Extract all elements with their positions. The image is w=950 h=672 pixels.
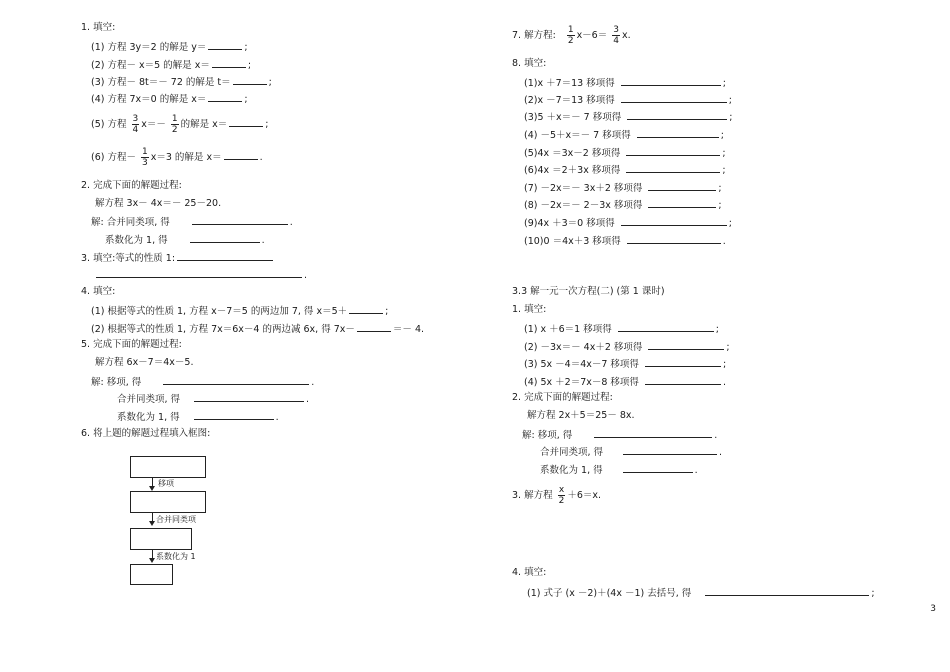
fraction: $\frac{1}{2}$ (567, 25, 574, 46)
answer-blank[interactable] (626, 146, 720, 156)
answer-blank[interactable] (621, 76, 721, 86)
flowchart-box-2[interactable] (130, 491, 206, 513)
q3-title: 3. 填空:等式的性质 1: (81, 251, 275, 265)
answer-blank[interactable] (163, 375, 309, 385)
answer-blank[interactable] (194, 392, 304, 402)
s1-item-4: (4) 5x ＋2＝7x－8 移项得 . (524, 377, 726, 388)
answer-blank[interactable] (648, 181, 716, 191)
answer-blank[interactable] (648, 340, 724, 350)
q6-title: 6. 将上题的解题过程填入框图: (81, 428, 211, 439)
s3-line: 3. 解方程 $\frac{x}{2}$ ＋6＝x. (512, 485, 602, 506)
answer-blank[interactable] (224, 150, 258, 160)
flow-label-3: 系数化为 1 (156, 552, 196, 561)
arrow-down-icon (149, 521, 155, 526)
page-number: 3 (930, 604, 936, 614)
answer-blank[interactable] (623, 463, 693, 473)
answer-blank[interactable] (349, 304, 383, 314)
q8-item-5: (5)4x ＝3x－2 移项得 ; (524, 148, 726, 159)
answer-blank[interactable] (627, 110, 727, 120)
q1-item-5: (5) 方程 $\frac{3}{4}$ x＝－ $\frac{1}{2}$ 的解是 x＝ ; (91, 114, 269, 135)
answer-blank[interactable] (229, 117, 263, 127)
arrow-down-icon (149, 558, 155, 563)
fraction: $\frac{x}{2}$ (558, 485, 565, 506)
q2-title: 2. 完成下面的解题过程: (81, 180, 182, 191)
s2-step-2: 合并同类项, 得 . (540, 447, 723, 458)
answer-blank[interactable] (357, 322, 391, 332)
q8-item-8: (8) －2x＝－ 2－3x 移项得 ; (524, 200, 722, 211)
q1-item-1: (1) 方程 3y＝2 的解是 y＝ ; (91, 42, 248, 53)
flowchart-box-3[interactable] (130, 528, 192, 550)
q8-item-4: (4) －5＋x＝－ 7 移项得 ; (524, 130, 724, 141)
q1-item-6: (6) 方程－ $\frac{1}{3}$ x＝3 的解是 x＝ . (91, 147, 263, 168)
q8-item-7: (7) －2x＝－ 3x＋2 移项得 ; (524, 183, 722, 194)
answer-blank[interactable] (645, 357, 721, 367)
flow-label-2: 合并同类项 (156, 515, 196, 524)
s1-item-1: (1) x ＋6＝1 移项得 ; (524, 324, 719, 335)
answer-blank[interactable] (208, 40, 242, 50)
fraction: $\frac{3}{4}$ (613, 25, 619, 46)
arrow-down (152, 512, 153, 521)
q3-line-2: . (94, 268, 307, 282)
s2-equation: 解方程 2x＋5＝25－ 8x. (527, 410, 635, 421)
q8-item-1: (1)x ＋7＝13 移项得 ; (524, 78, 726, 89)
q2-equation: 解方程 3x－ 4x＝－ 25－20. (95, 198, 222, 209)
flow-label-1: 移项 (158, 479, 174, 488)
answer-blank[interactable] (645, 375, 721, 385)
q8-item-3: (3)5 ＋x＝－ 7 移项得 ; (524, 112, 733, 123)
arrow-down (152, 477, 153, 486)
fraction: $\frac{1}{3}$ (142, 147, 148, 168)
q1-title: 1. 填空: (81, 22, 116, 33)
flowchart-box-4[interactable] (130, 564, 173, 585)
s2-title: 2. 完成下面的解题过程: (512, 392, 613, 403)
arrow-down (152, 549, 153, 558)
answer-blank[interactable] (594, 428, 712, 438)
answer-blank[interactable] (705, 586, 869, 596)
q1-item-2: (2) 方程－ x＝5 的解是 x＝ ; (91, 60, 252, 71)
s4-item-1: (1) 式子 (x －2)＋(4x －1) 去括号, 得 ; (527, 588, 875, 599)
q5-step-2: 合并同类项, 得 . (117, 394, 310, 405)
flowchart-box-1[interactable] (130, 456, 206, 478)
q2-step-1: 解: 合并同类项, 得 . (91, 217, 293, 228)
q8-item-10: (10)0 ＝4x＋3 移项得 . (524, 236, 726, 247)
q2-step-2: 系数化为 1, 得 . (105, 235, 265, 246)
fraction: $\frac{1}{2}$ (171, 114, 178, 135)
answer-blank[interactable] (623, 445, 717, 455)
answer-blank[interactable] (208, 92, 242, 102)
s1-item-3: (3) 5x －4＝4x－7 移项得 ; (524, 359, 727, 370)
answer-blank[interactable] (637, 128, 719, 138)
answer-blank[interactable] (194, 410, 274, 420)
answer-blank[interactable] (96, 268, 302, 278)
answer-blank[interactable] (212, 58, 246, 68)
q8-item-9: (9)4x ＋3＝0 移项得 ; (524, 218, 732, 229)
answer-blank[interactable] (621, 216, 727, 226)
answer-blank[interactable] (627, 234, 721, 244)
q5-title: 5. 完成下面的解题过程: (81, 339, 182, 350)
q8-title: 8. 填空: (512, 58, 547, 69)
answer-blank[interactable] (190, 233, 260, 243)
q4-item-2: (2) 根据等式的性质 1, 方程 7x＝6x－4 的两边减 6x, 得 7x－ ＝－ 4. (91, 324, 425, 335)
q5-step-1: 解: 移项, 得 . (91, 377, 315, 388)
fraction: $\frac{3}{4}$ (132, 114, 139, 135)
q4-title: 4. 填空: (81, 286, 116, 297)
s1-item-2: (2) －3x＝－ 4x＋2 移项得 ; (524, 342, 730, 353)
s2-step-3: 系数化为 1, 得 . (540, 465, 698, 476)
q5-step-3: 系数化为 1, 得 . (117, 412, 279, 423)
q4-item-1: (1) 根据等式的性质 1, 方程 x－7＝5 的两边加 7, 得 x＝5＋ ; (91, 306, 389, 317)
answer-blank[interactable] (648, 198, 716, 208)
s1-title: 1. 填空: (512, 304, 547, 315)
answer-blank[interactable] (192, 215, 288, 225)
q1-item-3: (3) 方程－ 8t＝－ 72 的解是 t＝ ; (91, 77, 272, 88)
q7-line: 7. 解方程: $\frac{1}{2}$ x－6＝ $\frac{3}{4}$ x. (512, 25, 631, 46)
q1-item-4: (4) 方程 7x＝0 的解是 x＝ ; (91, 94, 248, 105)
section-title: 3.3 解一元一次方程(二) (第 1 课时) (512, 286, 665, 297)
s2-step-1: 解: 移项, 得 . (522, 430, 718, 441)
answer-blank[interactable] (626, 163, 720, 173)
answer-blank[interactable] (621, 93, 727, 103)
answer-blank[interactable] (233, 75, 267, 85)
q8-item-6: (6)4x ＝2＋3x 移项得 ; (524, 165, 726, 176)
q5-equation: 解方程 6x－7＝4x－5. (95, 357, 194, 368)
s4-title: 4. 填空: (512, 567, 547, 578)
answer-blank[interactable] (177, 251, 273, 261)
answer-blank[interactable] (618, 322, 714, 332)
q8-item-2: (2)x －7＝13 移项得 ; (524, 95, 732, 106)
